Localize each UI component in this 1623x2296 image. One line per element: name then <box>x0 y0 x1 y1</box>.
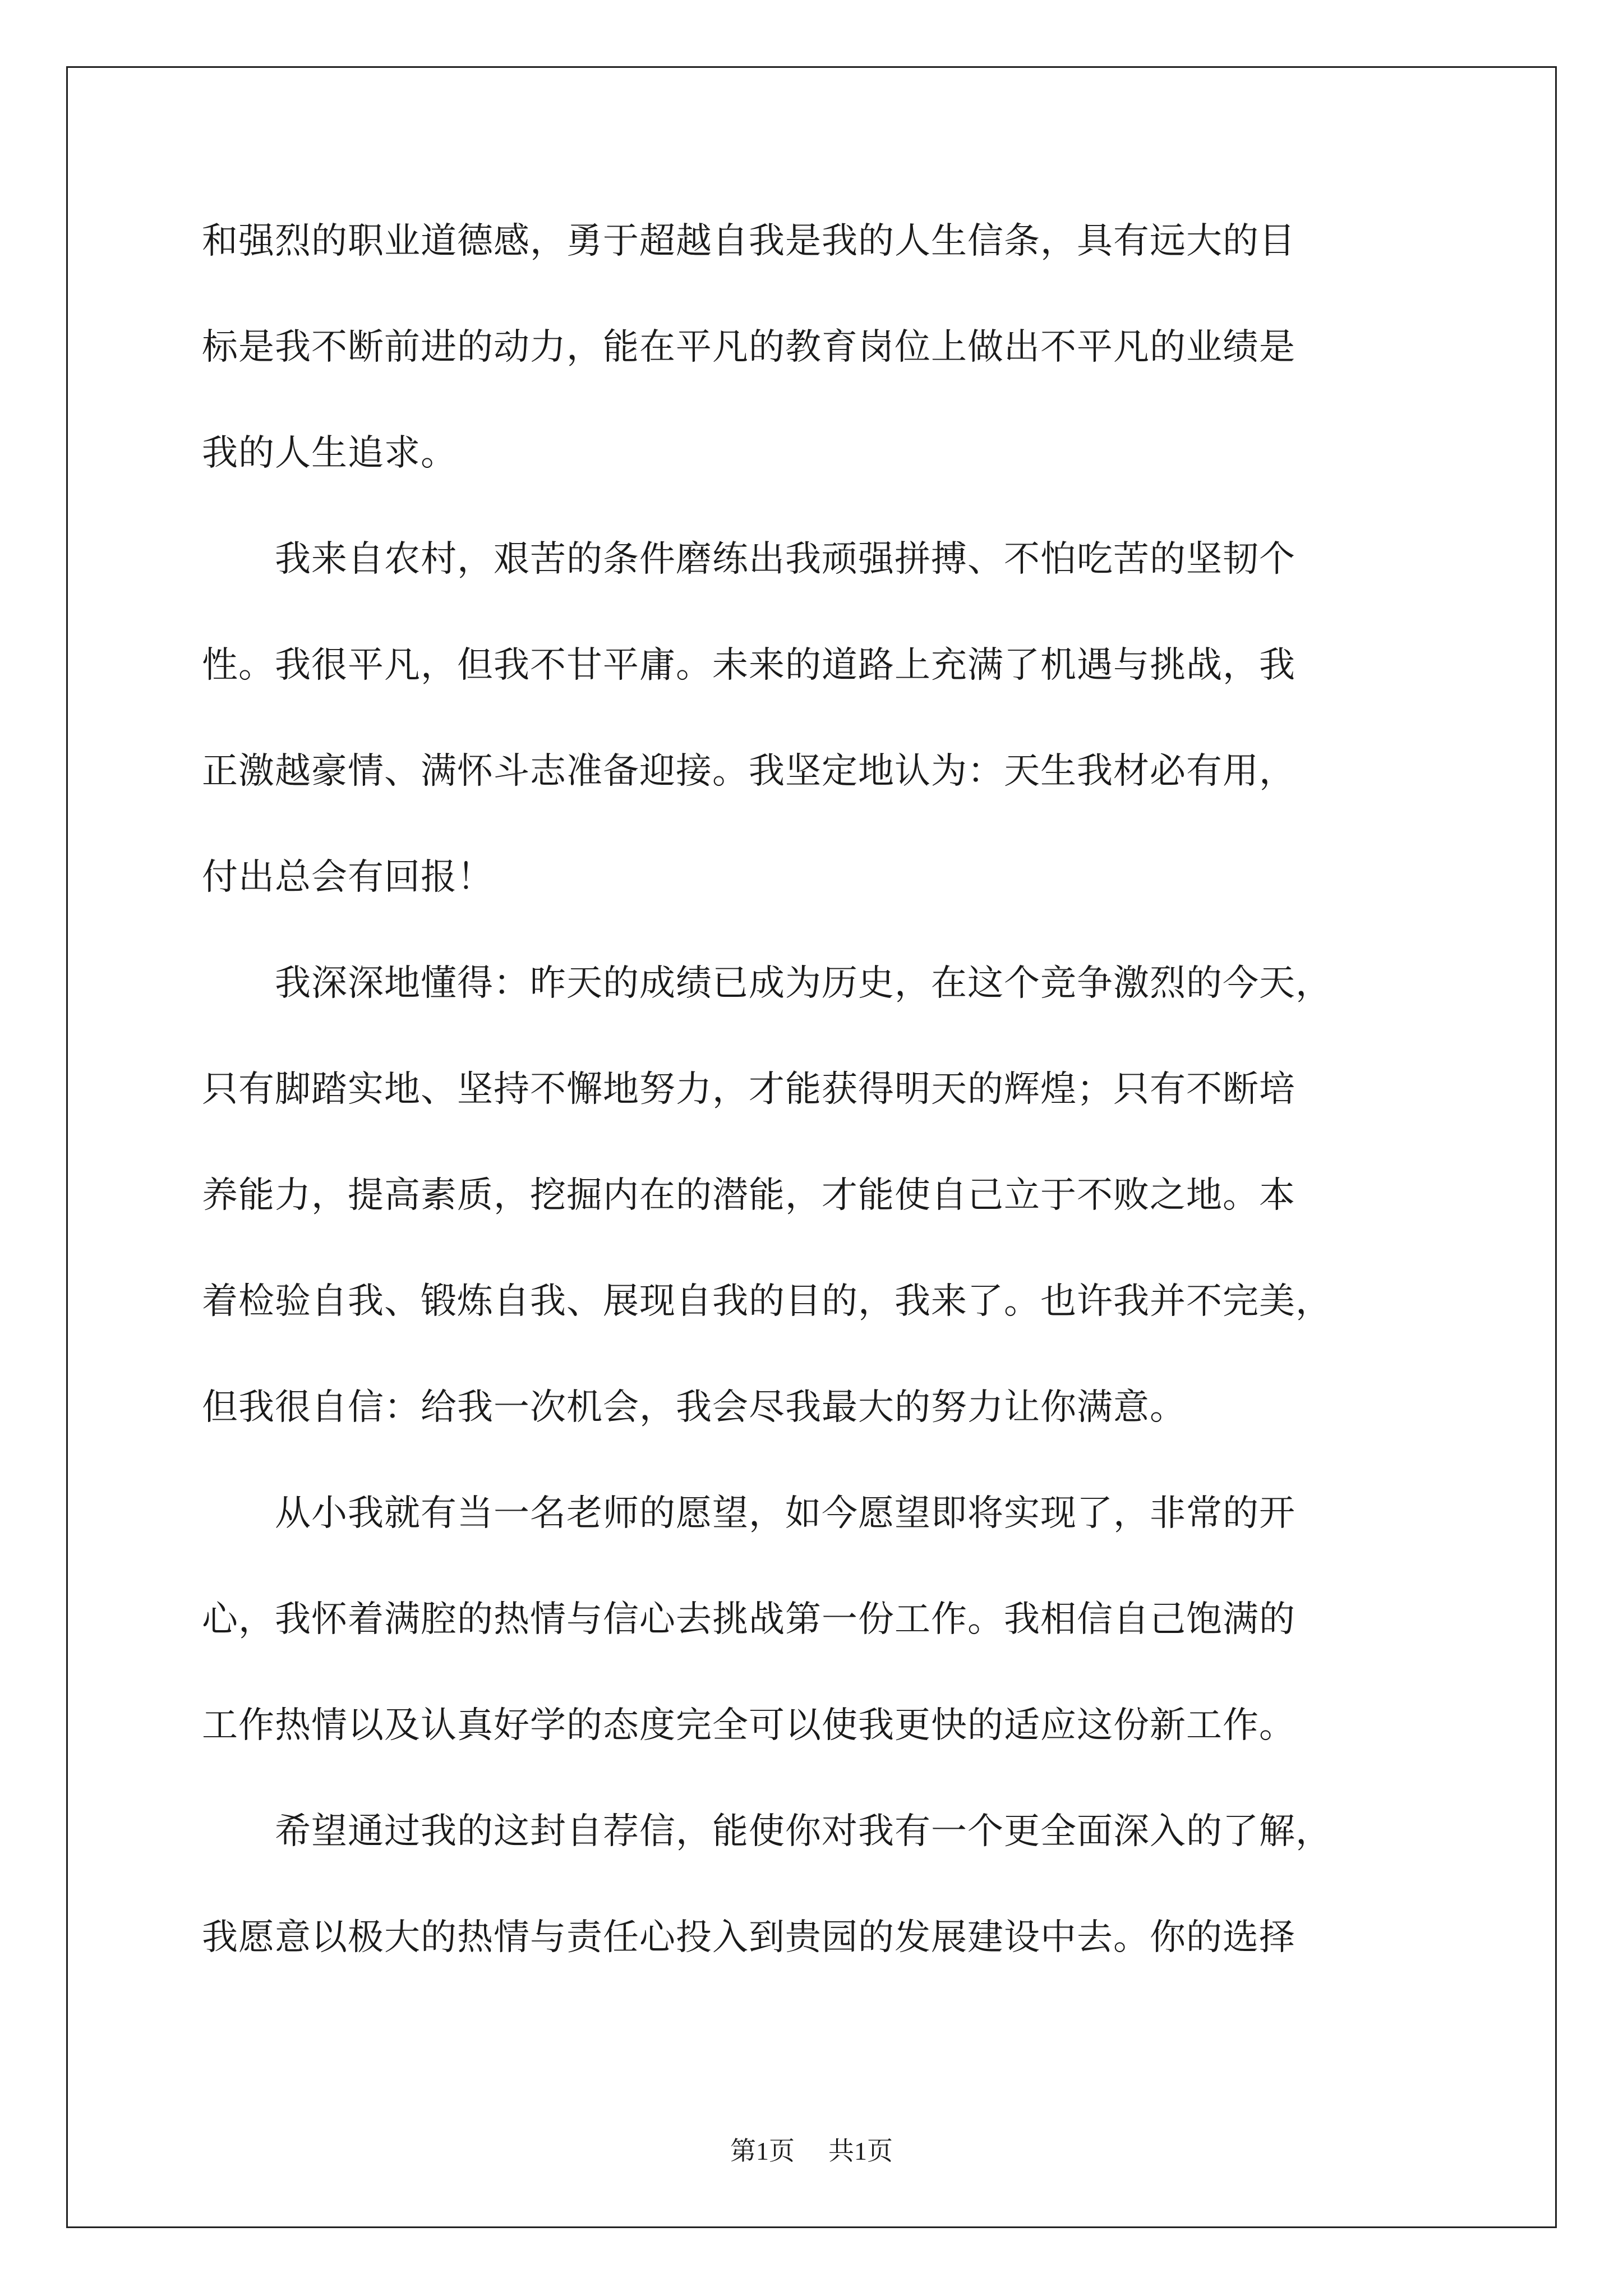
page-number: 第1页 <box>730 2137 795 2165</box>
text-line: 着检验自我、锻炼自我、展现自我的目的，我来了。也许我并不完美， <box>202 1281 1332 1322</box>
text-line: 我的人生追求。 <box>202 432 457 474</box>
page-total: 共1页 <box>828 2137 893 2165</box>
text-line: 从小我就有当一名老师的愿望，如今愿望即将实现了，非常的开 <box>202 1493 1295 1534</box>
text-line: 心，我怀着满腔的热情与信心去挑战第一份工作。我相信自己饱满的 <box>202 1599 1295 1640</box>
text-line: 性。我很平凡，但我不甘平庸。未来的道路上充满了机遇与挑战，我 <box>202 645 1295 686</box>
text-line: 工作热情以及认真好学的态度完全可以使我更快的适应这份新工作。 <box>202 1705 1295 1746</box>
text-line: 只有脚踏实地、坚持不懈地努力，才能获得明天的辉煌；只有不断培 <box>202 1069 1295 1110</box>
page-border <box>66 66 1557 2228</box>
text-line: 但我很自信：给我一次机会，我会尽我最大的努力让你满意。 <box>202 1387 1186 1428</box>
text-line: 我深深地懂得：昨天的成绩已成为历史，在这个竞争激烈的今天， <box>202 963 1332 1004</box>
text-line: 和强烈的职业道德感，勇于超越自我是我的人生信条，具有远大的目 <box>202 220 1295 262</box>
text-line: 付出总会有回报！ <box>202 857 494 898</box>
page-footer <box>0 2134 1623 2168</box>
text-line: 标是我不断前进的动力，能在平凡的教育岗位上做出不平凡的业绩是 <box>202 326 1295 368</box>
text-line: 我愿意以极大的热情与责任心投入到贵园的发展建设中去。你的选择 <box>202 1917 1295 1958</box>
text-line: 正激越豪情、满怀斗志准备迎接。我坚定地认为：天生我材必有用， <box>202 751 1295 792</box>
text-line: 希望通过我的这封自荐信，能使你对我有一个更全面深入的了解， <box>202 1811 1332 1852</box>
text-line: 养能力，提高素质，挖掘内在的潜能，才能使自己立于不败之地。本 <box>202 1175 1295 1216</box>
text-line: 我来自农村，艰苦的条件磨练出我顽强拼搏、不怕吃苦的坚韧个 <box>202 539 1295 580</box>
